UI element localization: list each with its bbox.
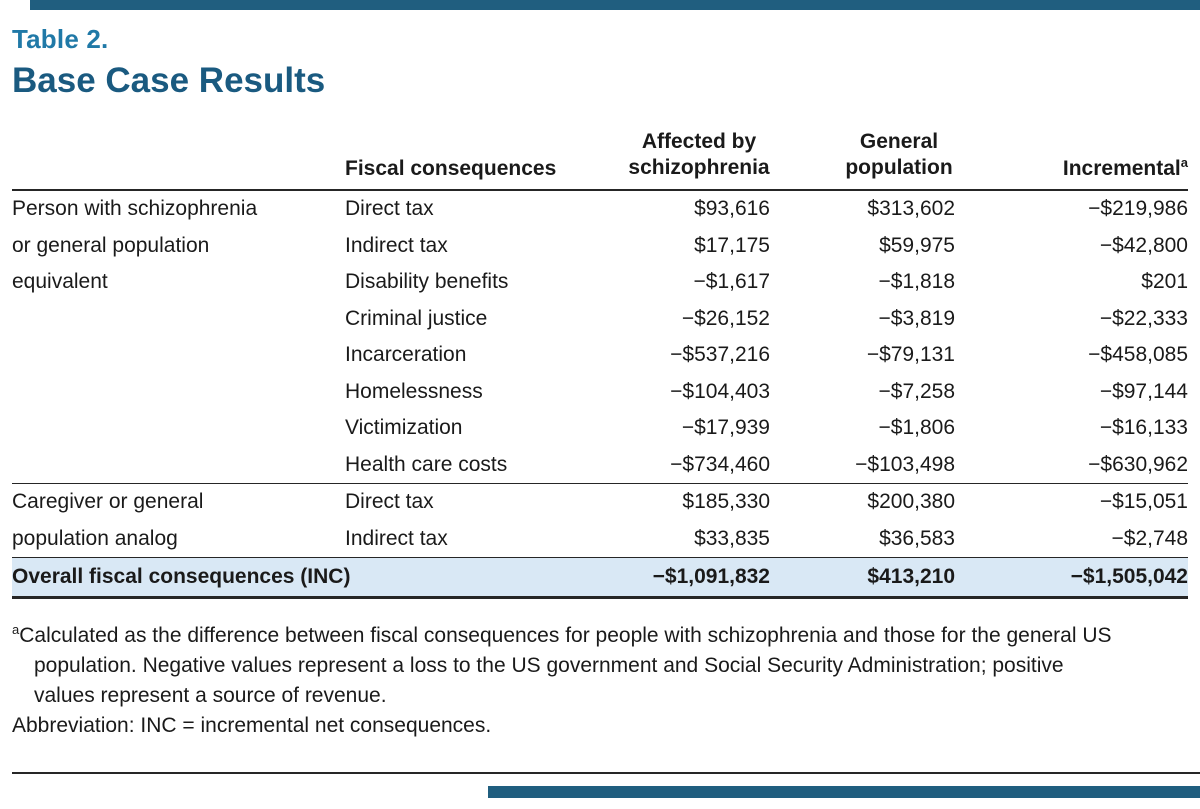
cell-affected-value: $185,330 bbox=[682, 490, 770, 514]
cell-incremental-value: −$458,085 bbox=[1088, 343, 1188, 367]
table-block bbox=[12, 0, 1188, 741]
cell-affected-value: −$17,939 bbox=[681, 416, 770, 440]
footer-rule bbox=[12, 772, 1200, 774]
cell-affected-value: $93,616 bbox=[694, 197, 770, 221]
cell-consequence: Indirect tax bbox=[345, 526, 448, 550]
cell-consequence: Disability benefits bbox=[345, 270, 509, 294]
cell-affected-value: −$1,617 bbox=[693, 270, 770, 294]
total-row-label: Overall fiscal consequences (INC) bbox=[12, 565, 351, 588]
cell-affected-value: −$26,152 bbox=[681, 306, 770, 330]
cell-incremental-value: −$219,986 bbox=[1088, 197, 1188, 221]
cell-affected-value: −$104,403 bbox=[670, 379, 770, 403]
cell-consequence: Criminal justice bbox=[345, 306, 488, 330]
cell-incremental-value: −$15,051 bbox=[1099, 490, 1188, 514]
cell-general-value: −$1,818 bbox=[878, 270, 955, 294]
table-header-row bbox=[12, 129, 1188, 191]
cell-general-value: −$1,806 bbox=[878, 416, 955, 440]
cell-incremental-value: −$2,748 bbox=[1111, 526, 1188, 550]
total-incremental-value: −$1,505,042 bbox=[1070, 565, 1188, 588]
table-number-label: Table 2. bbox=[12, 24, 109, 54]
cell-incremental-value: −$16,133 bbox=[1099, 416, 1188, 440]
total-affected-value: −$1,091,832 bbox=[652, 565, 770, 588]
total-row bbox=[12, 558, 1188, 599]
cell-incremental-value: −$42,800 bbox=[1099, 233, 1188, 257]
cell-general-value: $36,583 bbox=[879, 526, 955, 550]
column-header-fiscal-consequences: Fiscal consequences bbox=[345, 157, 557, 180]
footnote-a-text: Calculated as the difference between fiscal consequences for people with schizophrenia and those for the general US population. Negative values represent a loss to the US government and Social Security Administration; positive values represent a source of revenue. bbox=[19, 624, 1112, 707]
footnote-a bbox=[12, 621, 1120, 711]
cell-general-value: −$3,819 bbox=[878, 306, 955, 330]
row-group-person-with-schizophrenia bbox=[12, 191, 1188, 484]
cell-consequence: Direct tax bbox=[345, 490, 434, 514]
row-group-caregiver bbox=[12, 484, 1188, 558]
cell-incremental-value: $201 bbox=[1141, 270, 1188, 294]
cell-consequence: Incarceration bbox=[345, 343, 467, 367]
column-header-general-population: General population bbox=[845, 130, 953, 179]
cell-consequence: Homelessness bbox=[345, 379, 483, 403]
cell-consequence: Health care costs bbox=[345, 452, 508, 476]
cell-general-value: −$7,258 bbox=[878, 379, 955, 403]
abbreviation-note: Abbreviation: INC = incremental net consequences. bbox=[12, 714, 492, 737]
footnote-a-marker: a bbox=[12, 622, 20, 637]
cell-affected-value: $33,835 bbox=[694, 526, 770, 550]
cell-general-value: $59,975 bbox=[879, 233, 955, 257]
cell-consequence: Direct tax bbox=[345, 197, 434, 221]
cell-consequence: Indirect tax bbox=[345, 233, 448, 257]
cell-affected-value: −$537,216 bbox=[670, 343, 770, 367]
cell-consequence: Victimization bbox=[345, 416, 463, 440]
cell-incremental-value: −$630,962 bbox=[1088, 452, 1188, 476]
cell-affected-value: −$734,460 bbox=[670, 452, 770, 476]
cell-general-value: $200,380 bbox=[867, 490, 955, 514]
footnote-marker-a-icon: a bbox=[1180, 155, 1188, 170]
cell-general-value: −$79,131 bbox=[866, 343, 955, 367]
bottom-accent-bar bbox=[488, 786, 1200, 798]
cell-general-value: $313,602 bbox=[867, 197, 955, 221]
row-group-label: Person with schizophrenia or general population equivalent bbox=[12, 197, 258, 293]
column-header-affected-by-schizophrenia: Affected by schizophrenia bbox=[628, 130, 770, 179]
cell-affected-value: $17,175 bbox=[694, 233, 770, 257]
total-general-value: $413,210 bbox=[867, 565, 955, 588]
row-group-label: Caregiver or general population analog bbox=[12, 490, 204, 550]
cell-incremental-value: −$97,144 bbox=[1099, 379, 1188, 403]
column-header-incremental: Incremental$^a$ bbox=[1062, 155, 1188, 180]
cell-incremental-value: −$22,333 bbox=[1099, 306, 1188, 330]
cell-general-value: −$103,498 bbox=[855, 452, 955, 476]
table-title: Base Case Results bbox=[12, 61, 326, 100]
